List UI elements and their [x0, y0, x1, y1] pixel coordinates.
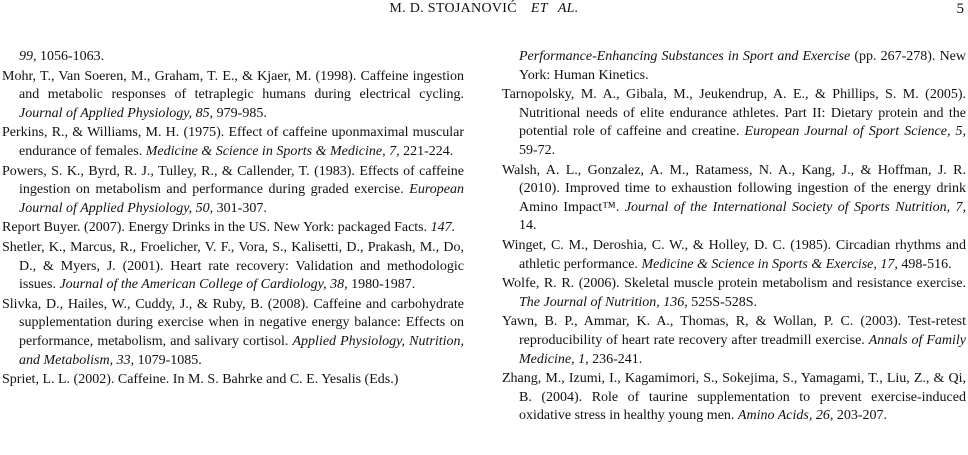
reference-source: Journal of the International Society of Sports Nutrition, 7, [624, 199, 966, 215]
author-al: AL. [557, 1, 579, 16]
reference-entry [2, 239, 464, 295]
reference-source: Medicine & Science in Sports & Exercise, 17, [641, 256, 898, 272]
reference-text: 498-516. [897, 256, 952, 272]
reference-text: 14. [519, 218, 537, 234]
references-left-column [2, 48, 464, 391]
reference-text: 236-241. [588, 351, 643, 367]
reference-source: European Journal of Sport Science, 5, [744, 124, 966, 140]
reference-text: 979-985. [213, 105, 267, 121]
reference-text: 1056-1063. [36, 49, 105, 64]
reference-text: Perkins, R., & Williams, M. H. (1975). Effect of caffeine uponmaximal muscular endurance of females. [2, 125, 464, 159]
running-head [0, 0, 968, 20]
reference-text: Spriet, L. L. (2002). Caffeine. In M. S. Bahrke and C. E. Yesalis (Eds.) [2, 372, 399, 388]
reference-source: Journal of the American College of Cardiology, 38, [59, 277, 348, 293]
reference-continuation [2, 48, 464, 67]
author-et: ET [530, 1, 548, 16]
reference-text: Shetler, K., Marcus, R., Froelicher, V. F., Vora, S., Kalisetti, D., Prakash, M., Do, D., & Myers, J. (2001). Heart rate recovery: Validation and methodologic issues. [2, 239, 464, 293]
references-right-column [502, 48, 966, 427]
reference-source: Journal of Applied Physiology, 85, [19, 105, 214, 121]
reference-text: (pp. 267-278). New York: Human Kinetics. [519, 49, 967, 83]
reference-source: 99, [19, 49, 37, 64]
reference-entry [502, 370, 966, 426]
reference-source: European Journal of Applied Physiology, 50, [19, 182, 464, 216]
reference-text: Mohr, T., Van Soeren, M., Graham, T. E., & Kjaer, M. (1998). Caffeine ingestion and metabolic responses of tetraplegic humans during electrical cycling. [2, 68, 464, 103]
reference-text: Winget, C. M., Deroshia, C. W., & Holley, D. C. (1985). Circadian rhythms and athletic performance. [502, 237, 966, 272]
reference-text: Tarnopolsky, M. A., Gibala, M., Jeukendrup, A. E., & Phillips, S. M. (2005). Nutritional needs of elite endurance athletes. Part II: Dietary protein and the potential role of caffeine and creatine. [502, 87, 966, 140]
reference-text: 301-307. [213, 200, 267, 216]
reference-entry [2, 68, 464, 124]
reference-source: 147. [430, 220, 456, 236]
reference-entry [502, 162, 966, 236]
page-number: 5 [956, 1, 964, 17]
reference-text: Wolfe, R. R. (2006). Skeletal muscle protein metabolism and resistance exercise. [502, 276, 966, 292]
reference-text: 1079-1085. [134, 352, 202, 368]
reference-continuation [502, 48, 966, 85]
reference-text: 525S-528S. [687, 294, 758, 310]
reference-entry [502, 275, 966, 312]
reference-source: The Journal of Nutrition, 136, [519, 294, 688, 310]
reference-text: 203-207. [833, 408, 887, 424]
reference-text: 59-72. [519, 142, 556, 158]
reference-entry [2, 219, 464, 238]
reference-source: Performance-Enhancing Substances in Sport and Exercise [519, 49, 851, 64]
reference-entry [2, 371, 464, 390]
reference-source: Amino Acids, 26, [737, 408, 834, 424]
running-head-author [0, 0, 968, 18]
reference-entry [502, 86, 966, 160]
reference-entry [502, 237, 966, 274]
reference-text: Walsh, A. L., Gonzalez, A. M., Ratamess, N. A., Kang, J., & Hoffman, J. R. (2010). Improved time to exhaustion following ingestion of the energy drink Amino Impact™. [502, 162, 966, 215]
reference-text: Zhang, M., Izumi, I., Kagamimori, S., Sokejima, S., Yamagami, T., Liu, Z., & Qi, B. (2004). Role of taurine supplementation to prevent exercise-induced oxidative stress in healthy young men. [502, 371, 966, 424]
reference-text: Powers, S. K., Byrd, R. J., Tulley, R., & Callender, T. (1983). Effects of caffeine ingestion on metabolism and performance during graded exercise. [2, 163, 464, 198]
reference-text: 221-224. [399, 143, 454, 159]
reference-source: Medicine & Science in Sports & Medicine, 7, [145, 143, 400, 159]
reference-entry [2, 124, 464, 161]
reference-text: 1980-1987. [347, 277, 416, 293]
reference-entry [2, 163, 464, 219]
reference-text: Report Buyer. (2007). Energy Drinks in the US. New York: packaged Facts. [2, 220, 431, 236]
reference-text: Yawn, B. P., Ammar, K. A., Thomas, R, & Wollan, P. C. (2003). Test-retest reproducibility of heart rate recovery after treadmill exercise. [502, 314, 966, 348]
author-name: M. D. STOJANOVIĆ [389, 1, 517, 16]
reference-entry [502, 313, 966, 369]
reference-source: Annals of Family Medicine, 1, [519, 332, 967, 367]
reference-source: Applied Physiology, Nutrition, and Metabolism, 33, [19, 333, 464, 368]
reference-entry [2, 296, 464, 370]
reference-text: Slivka, D., Hailes, W., Cuddy, J., & Ruby, B. (2008). Caffeine and carbohydrate supplementation during exercise when in negative energy balance: Effects on performance, metabolism, and salivary cortisol. [2, 296, 464, 349]
